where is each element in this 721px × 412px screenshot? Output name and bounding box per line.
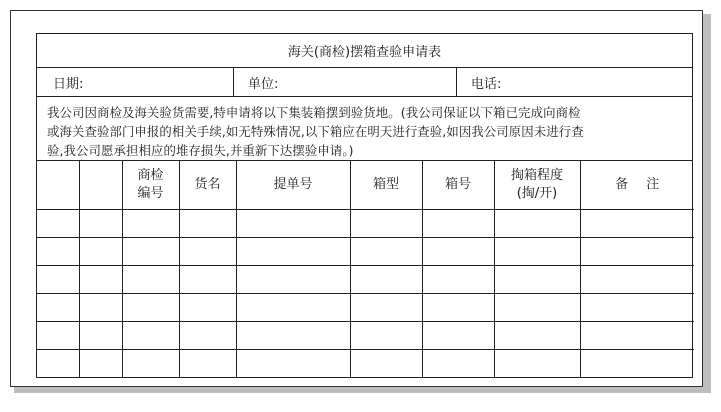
table-cell[interactable]	[350, 349, 422, 377]
table-row	[37, 265, 694, 293]
table-cell[interactable]	[179, 349, 236, 377]
unit-field[interactable]	[234, 68, 457, 96]
table-cell[interactable]	[122, 293, 179, 321]
table-cell[interactable]	[422, 349, 494, 377]
table-cell[interactable]	[122, 265, 179, 293]
table-cell[interactable]	[422, 237, 494, 265]
inspection-application-form	[36, 33, 693, 378]
table-cell[interactable]	[236, 237, 350, 265]
table-cell[interactable]	[37, 349, 79, 377]
table-cell[interactable]	[350, 265, 422, 293]
table-cell[interactable]	[122, 321, 179, 349]
goods-table	[37, 161, 694, 377]
table-row	[37, 209, 694, 237]
table-cell[interactable]	[37, 321, 79, 349]
header-unstuffing-degree-line1: 掏箱程度	[510, 167, 563, 183]
table-cell[interactable]	[494, 293, 580, 321]
table-header-row	[37, 161, 694, 209]
table-cell[interactable]	[580, 209, 694, 237]
table-cell[interactable]	[79, 265, 122, 293]
notice-line-1: 我公司因商检及海关验货需要,特申请将以下集装箱摆到验货地。(我公司保证以下箱已完成向商检	[47, 105, 581, 120]
table-row	[37, 321, 694, 349]
table-row	[37, 293, 694, 321]
table-cell[interactable]	[122, 237, 179, 265]
table-cell[interactable]	[37, 293, 79, 321]
notice-line-3: 验,我公司愿承担相应的堆存损失,并重新下达摆验申请。)	[47, 143, 354, 158]
date-field[interactable]	[37, 68, 234, 96]
header-bill-no: 提单号	[236, 161, 350, 209]
header-inspection-no-line1: 商检	[137, 167, 164, 183]
table-cell[interactable]	[422, 321, 494, 349]
header-container-type: 箱型	[350, 161, 422, 209]
table-cell[interactable]	[37, 265, 79, 293]
phone-label: 电话:	[471, 76, 502, 92]
table-row	[37, 237, 694, 265]
table-row	[37, 349, 694, 377]
table-cell[interactable]	[236, 265, 350, 293]
table-cell[interactable]	[179, 237, 236, 265]
date-label: 日期:	[53, 76, 84, 92]
notice-line-2: 或海关查验部门申报的相关手续,如无特殊情况,以下箱应在明天进行查验,如因我公司原因未进行查	[47, 124, 584, 139]
table-cell[interactable]	[79, 349, 122, 377]
header-blank-2	[79, 161, 122, 209]
header-container-no: 箱号	[422, 161, 494, 209]
table-cell[interactable]	[580, 349, 694, 377]
table-cell[interactable]	[122, 349, 179, 377]
table-cell[interactable]	[422, 265, 494, 293]
unit-label: 单位:	[248, 76, 279, 92]
table-cell[interactable]	[37, 237, 79, 265]
table-cell[interactable]	[350, 293, 422, 321]
table-cell[interactable]	[350, 321, 422, 349]
table-cell[interactable]	[580, 237, 694, 265]
table-cell[interactable]	[179, 209, 236, 237]
table-cell[interactable]	[37, 209, 79, 237]
table-cell[interactable]	[236, 349, 350, 377]
form-title-row	[37, 34, 692, 68]
table-cell[interactable]	[422, 293, 494, 321]
table-cell[interactable]	[494, 349, 580, 377]
table-cell[interactable]	[494, 209, 580, 237]
table-cell[interactable]	[179, 293, 236, 321]
table-cell[interactable]	[122, 209, 179, 237]
form-title: 海关(商检)摆箱查验申请表	[287, 45, 442, 60]
table-cell[interactable]	[422, 209, 494, 237]
header-blank-1	[37, 161, 79, 209]
header-remarks	[580, 161, 694, 209]
table-cell[interactable]	[494, 237, 580, 265]
form-frame	[10, 10, 703, 387]
notice-paragraph	[37, 97, 692, 161]
table-cell[interactable]	[494, 265, 580, 293]
header-remarks-label: 备注	[615, 176, 678, 192]
header-unstuffing-degree-line2: (掏/开)	[516, 185, 558, 201]
table-cell[interactable]	[580, 265, 694, 293]
phone-field[interactable]	[457, 68, 692, 96]
table-cell[interactable]	[79, 293, 122, 321]
table-cell[interactable]	[79, 321, 122, 349]
table-cell[interactable]	[350, 237, 422, 265]
table-cell[interactable]	[236, 293, 350, 321]
header-unstuffing-degree	[494, 161, 580, 209]
header-goods-name: 货名	[179, 161, 236, 209]
table-cell[interactable]	[580, 293, 694, 321]
table-cell[interactable]	[179, 265, 236, 293]
table-cell[interactable]	[236, 321, 350, 349]
table-cell[interactable]	[179, 321, 236, 349]
table-cell[interactable]	[494, 321, 580, 349]
header-inspection-no	[122, 161, 179, 209]
table-cell[interactable]	[79, 209, 122, 237]
info-row	[37, 68, 692, 97]
header-inspection-no-line2: 编号	[137, 185, 164, 201]
table-cell[interactable]	[350, 209, 422, 237]
table-cell[interactable]	[79, 237, 122, 265]
table-cell[interactable]	[236, 209, 350, 237]
table-cell[interactable]	[580, 321, 694, 349]
